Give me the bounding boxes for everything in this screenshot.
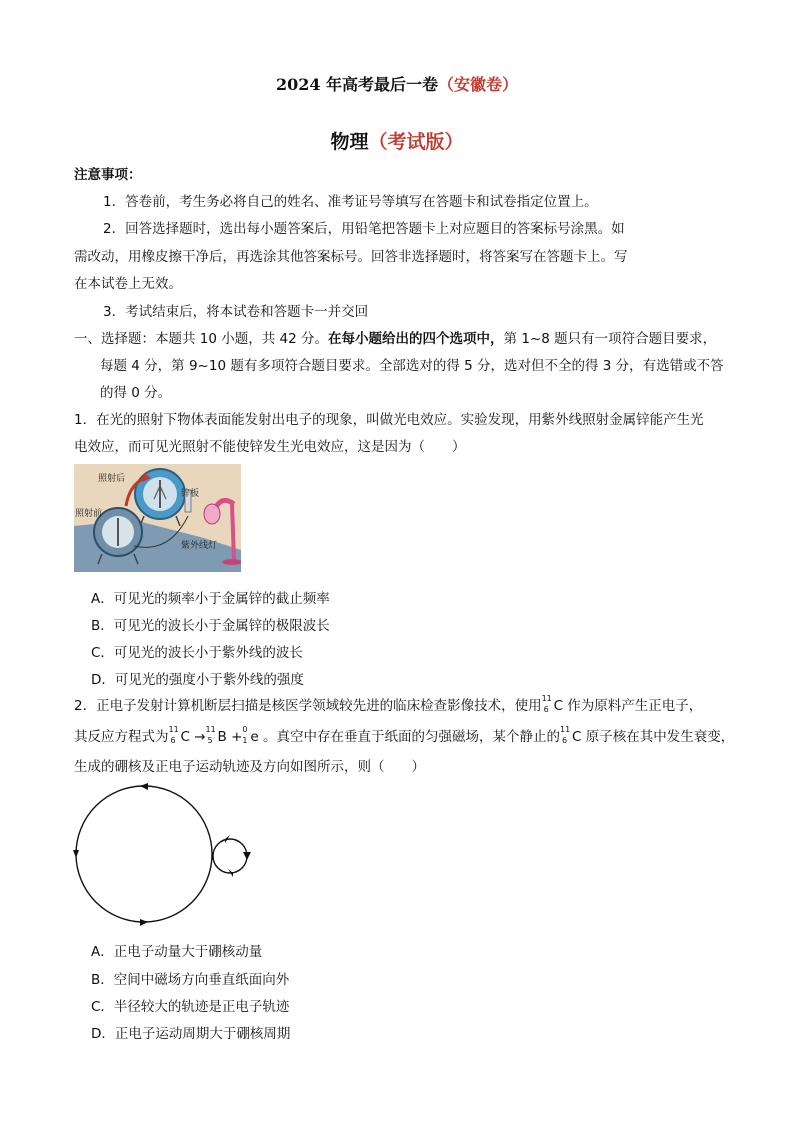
arrow-large-top	[140, 783, 148, 790]
q1-label-after: 照射后	[98, 474, 126, 484]
q2-stem-line-1	[74, 694, 703, 715]
section-intro-line-1	[74, 331, 716, 348]
q1-label-before: 照射前	[75, 509, 103, 519]
arrow-large-bottom	[140, 919, 148, 926]
notice-item-3: 3．考试结束后，将本试卷和答题卡一并交回	[103, 304, 369, 320]
subject-tag: （考试版）	[368, 131, 464, 153]
notice-item-2-line-1: 2．回答选择题时，选出每小题答案后，用铅笔把答题卡上对应题目的答案标号涂黑。如	[103, 221, 625, 237]
large-trajectory-circle	[76, 786, 212, 922]
subject-title	[0, 127, 794, 154]
q2-l1-text-b: C 作为原料产生正电子，	[553, 698, 703, 714]
subject-name: 物理	[330, 131, 369, 153]
nuclide-c11-a	[541, 694, 554, 714]
q2-option-a[interactable]: A．正电子动量大于硼核动量	[91, 944, 263, 960]
notice-item-2-line-2: 需改动，用橡皮擦干净后，再选涂其他答案标号。回答非选择题时，将答案写在答题卡上。写	[74, 249, 628, 265]
q1-label-lamp: 紫外线灯	[181, 541, 218, 551]
q1-stem-line-2: 电效应，而可见光照射不能使锌发生光电效应，这是因为（ ）	[74, 439, 466, 455]
nuclide-z: 5	[207, 736, 213, 745]
nuclide-b11	[205, 725, 218, 745]
q2-l2-text-b: B +	[217, 729, 243, 745]
q2-l2-text-e: e 。真空中存在垂直于纸面的匀强磁场，某个静止的	[250, 729, 561, 745]
q1-option-c[interactable]: C．可见光的波长小于紫外线的波长	[91, 645, 303, 661]
q1-label-plate: 锌板	[181, 489, 200, 499]
nuclide-z: 6	[543, 705, 549, 714]
section-intro-rest: 第 1~8 题只有一项符合题目要求，	[503, 331, 717, 347]
q2-stem-line-2	[74, 725, 735, 746]
nuclide-c11-b	[168, 725, 181, 745]
nuclide-positron	[242, 725, 250, 745]
exam-title	[0, 72, 794, 95]
q1-option-a[interactable]: A．可见光的频率小于金属锌的截止频率	[91, 591, 330, 607]
q2-option-c[interactable]: C．半径较大的轨迹是正电子轨迹	[91, 999, 290, 1015]
exam-title-main: 2024 年高考最后一卷	[275, 75, 439, 94]
notice-item-2-line-3: 在本试卷上无效。	[74, 276, 182, 292]
q2-option-d[interactable]: D．正电子运动周期大于硼核周期	[91, 1026, 291, 1042]
q2-l2-text-a: 其反应方程式为	[74, 729, 169, 745]
nuclide-z: 1	[242, 736, 248, 745]
q2-l2-text-d: C 原子核在其中发生衰变，	[572, 729, 735, 745]
section-intro-prefix: 一、选择题：本题共 10 小题，共 42 分。	[74, 331, 329, 347]
nuclide-mass: 11	[168, 725, 179, 734]
small-trajectory-circle	[213, 839, 247, 873]
q2-option-b[interactable]: B．空间中磁场方向垂直纸面向外	[91, 972, 290, 988]
nuclide-mass: 0	[242, 725, 248, 734]
section-intro-line-2: 每题 4 分，第 9~10 题有多项符合题目要求。全部选对的得 5 分，选对但不全的得 3 分，有选错或不答	[100, 358, 724, 374]
nuclide-z: 6	[562, 736, 568, 745]
nuclide-mass: 11	[560, 725, 571, 734]
nuclide-mass: 11	[205, 725, 216, 734]
section-intro-bold: 在每小题给出的四个选项中，	[328, 331, 504, 347]
exam-title-tag: （安徽卷）	[438, 75, 519, 94]
notice-item-1: 1．答卷前，考生务必将自己的姓名、准考证号等填写在答题卡和试卷指定位置上。	[103, 194, 598, 210]
section-intro-line-3: 的得 0 分。	[100, 385, 172, 401]
q1-stem-line-1: 1．在光的照射下物体表面能发射出电子的现象，叫做光电效应。实验发现，用紫外线照射金属锌能产生光	[74, 412, 704, 428]
nuclide-z: 6	[170, 736, 176, 745]
q1-photoelectric-illustration	[74, 464, 241, 572]
nuclide-c11-c	[560, 725, 572, 745]
nuclide-mass: 11	[541, 694, 552, 703]
arrow-small-right	[243, 852, 251, 860]
notice-heading: 注意事项：	[74, 167, 142, 183]
arrow-large-left	[73, 850, 79, 858]
q2-trajectory-diagram	[70, 780, 255, 930]
q1-option-b[interactable]: B．可见光的波长小于金属锌的极限波长	[91, 618, 330, 634]
q2-stem-line-3: 生成的硼核及正电子运动轨迹及方向如图所示，则（ ）	[74, 759, 425, 775]
q2-l1-text-a: 2．正电子发射计算机断层扫描是核医学领域较先进的临床检查影像技术，使用	[74, 698, 542, 714]
q2-l2-text-c: C →	[180, 729, 206, 745]
q1-option-d[interactable]: D．可见光的强度小于紫外线的强度	[91, 672, 304, 688]
